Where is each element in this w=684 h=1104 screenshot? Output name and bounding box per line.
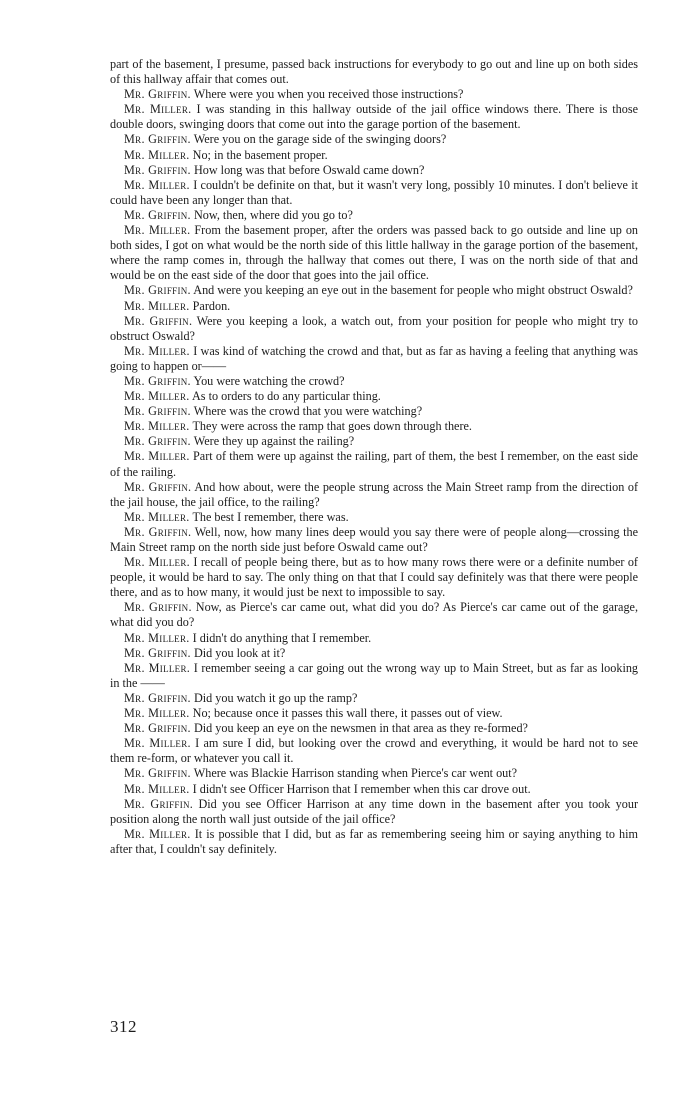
speaker-label: Mr. Griffin. xyxy=(124,721,191,736)
testimony-paragraph xyxy=(110,555,638,600)
transcript-body xyxy=(110,57,638,857)
testimony-text: I didn't see Officer Harrison that I remember when this car drove out. xyxy=(192,781,531,796)
speaker-label: Mr. Griffin. xyxy=(124,373,191,388)
speaker-label: Mr. Miller. xyxy=(124,389,190,404)
speaker-label: Mr. Miller. xyxy=(124,781,190,796)
testimony-paragraph xyxy=(110,631,638,646)
speaker-label: Mr. Griffin. xyxy=(124,162,191,177)
testimony-text: I was kind of watching the crowd and that, but as far as having a feeling that anything was going to happen or—— xyxy=(110,343,639,373)
testimony-text: No; because once it passes this wall there, it passes out of view. xyxy=(192,706,503,721)
testimony-text: Did you look at it? xyxy=(193,645,286,660)
testimony-paragraph xyxy=(110,404,638,419)
page-number: 312 xyxy=(110,1017,137,1036)
testimony-paragraph xyxy=(110,827,638,857)
speaker-label: Mr. Griffin. xyxy=(124,132,191,147)
speaker-label: Mr. Miller. xyxy=(124,826,191,841)
speaker-label: Mr. Miller. xyxy=(124,630,190,645)
speaker-label: Mr. Griffin. xyxy=(124,600,192,615)
testimony-text: Did you watch it go up the ramp? xyxy=(193,690,358,705)
testimony-paragraph xyxy=(110,163,638,178)
testimony-text: It is possible that I did, but as far as remembering seeing him or saying anything to him after that, I couldn't say definitely. xyxy=(110,826,639,856)
speaker-label: Mr. Miller. xyxy=(124,147,190,162)
speaker-label: Mr. Griffin. xyxy=(124,404,191,419)
speaker-label: Mr. Miller. xyxy=(124,706,190,721)
speaker-label: Mr. Griffin. xyxy=(124,524,192,539)
testimony-text: And were you keeping an eye out in the basement for people who might obstruct Oswald? xyxy=(193,283,633,298)
testimony-paragraph xyxy=(110,721,638,736)
testimony-text: Now, as Pierce's car came out, what did you do? As Pierce's car came out of the garage, what did you do? xyxy=(110,600,639,630)
speaker-label: Mr. Miller. xyxy=(124,449,190,464)
speaker-label: Mr. Griffin. xyxy=(124,434,191,449)
testimony-paragraph xyxy=(110,766,638,781)
testimony-paragraph xyxy=(110,661,638,691)
testimony-text: I couldn't be definite on that, but it wasn't very long, possibly 10 minutes. I don't believe it could have been any longer than that. xyxy=(110,177,639,207)
speaker-label: Mr. Griffin. xyxy=(124,313,193,328)
testimony-paragraph xyxy=(110,208,638,223)
testimony-paragraph xyxy=(110,389,638,404)
testimony-text: I was standing in this hallway outside of the jail office windows there. There is those double doors, swinging doors that come out into the garage portion of the basement. xyxy=(110,102,639,132)
testimony-text: Did you see Officer Harrison at any time down in the basement after you took your position along the north wall just outside of the jail office? xyxy=(110,796,638,826)
testimony-text: Were you on the garage side of the swinging doors? xyxy=(193,132,447,147)
testimony-text: Were they up against the railing? xyxy=(193,434,355,449)
speaker-label: Mr. Miller. xyxy=(124,343,190,358)
testimony-paragraph xyxy=(110,223,638,283)
testimony-text: Where were you when you received those instructions? xyxy=(193,87,464,102)
speaker-label: Mr. Miller. xyxy=(124,660,191,675)
testimony-text: Part of them were up against the railing, part of them, the best I remember, on the east side of the railing. xyxy=(110,449,639,479)
testimony-text: You were watching the crowd? xyxy=(193,373,345,388)
testimony-text: Were you keeping a look, a watch out, from your position for people who might try to obstruct Oswald? xyxy=(110,313,639,343)
testimony-paragraph xyxy=(110,691,638,706)
testimony-paragraph xyxy=(110,646,638,661)
testimony-text: I didn't do anything that I remember. xyxy=(192,630,372,645)
testimony-paragraph xyxy=(110,148,638,163)
testimony-text: Where was Blackie Harrison standing when Pierce's car went out? xyxy=(193,766,518,781)
testimony-text: They were across the ramp that goes down through there. xyxy=(192,419,472,434)
testimony-text: Now, then, where did you go to? xyxy=(193,207,353,222)
testimony-paragraph xyxy=(110,525,638,555)
testimony-text: I remember seeing a car going out the wrong way up to Main Street, but as far as looking in the —— xyxy=(110,660,639,690)
testimony-paragraph xyxy=(110,344,638,374)
speaker-label: Mr. Griffin. xyxy=(124,690,191,705)
speaker-label: Mr. Miller. xyxy=(124,509,190,524)
testimony-paragraph xyxy=(110,419,638,434)
testimony-text: Where was the crowd that you were watching? xyxy=(193,404,423,419)
testimony-text: Did you keep an eye on the newsmen in that area as they re-formed? xyxy=(193,721,528,736)
testimony-paragraph xyxy=(110,797,638,827)
speaker-label: Mr. Griffin. xyxy=(124,796,194,811)
continuation-paragraph: part of the basement, I presume, passed back instructions for everybody to go out and line up on both sides of this hallway affair that comes out. xyxy=(110,57,638,87)
testimony-paragraph xyxy=(110,600,638,630)
testimony-text: I recall of people being there, but as to how many rows there were or a definite number of people, it would be hard to say. The only thing on that that I could say definitely was that there were people there, and as to how many, it would just be next to impossible to say. xyxy=(110,555,638,600)
speaker-label: Mr. Griffin. xyxy=(124,766,191,781)
testimony-paragraph xyxy=(110,480,638,510)
testimony-text: Well, now, how many lines deep would you say there were of people along—crossing the Main Street ramp on the north side just before Oswald came out? xyxy=(110,524,639,554)
testimony-text: Pardon. xyxy=(192,298,231,313)
testimony-paragraph xyxy=(110,87,638,102)
speaker-label: Mr. Miller. xyxy=(124,736,191,751)
testimony-paragraph xyxy=(110,283,638,298)
speaker-label: Mr. Miller. xyxy=(124,555,190,570)
speaker-label: Mr. Griffin. xyxy=(124,283,191,298)
testimony-paragraph xyxy=(110,736,638,766)
testimony-paragraph xyxy=(110,706,638,721)
speaker-label: Mr. Griffin. xyxy=(124,479,192,494)
testimony-paragraph xyxy=(110,132,638,147)
speaker-label: Mr. Miller. xyxy=(124,419,190,434)
testimony-text: No; in the basement proper. xyxy=(192,147,328,162)
testimony-paragraph xyxy=(110,434,638,449)
testimony-text: As to orders to do any particular thing. xyxy=(191,389,381,404)
testimony-paragraph xyxy=(110,782,638,797)
testimony-paragraph xyxy=(110,314,638,344)
testimony-text: The best I remember, there was. xyxy=(192,509,349,524)
speaker-label: Mr. Griffin. xyxy=(124,87,191,102)
testimony-paragraph xyxy=(110,510,638,525)
speaker-label: Mr. Miller. xyxy=(124,177,190,192)
testimony-text: From the basement proper, after the orders was passed back to go outside and line up on both sides, I got on what would be the north side of this little hallway in the garage portion of the basement, where the ramp comes in, through the hallway that comes out there, I was on the north side of that and would be on the east side of the door that goes into the jail office. xyxy=(110,223,639,283)
testimony-paragraph xyxy=(110,178,638,208)
testimony-paragraph xyxy=(110,449,638,479)
speaker-label: Mr. Griffin. xyxy=(124,207,191,222)
testimony-paragraph xyxy=(110,299,638,314)
speaker-label: Mr. Griffin. xyxy=(124,645,191,660)
testimony-text: And how about, were the people strung across the Main Street ramp from the direction of the jail house, the jail office, to the railing? xyxy=(110,479,639,509)
testimony-paragraph xyxy=(110,374,638,389)
testimony-text: I am sure I did, but looking over the crowd and everything, it would be hard not to see them re-form, or whatever you call it. xyxy=(110,736,638,766)
speaker-label: Mr. Miller. xyxy=(124,223,191,238)
speaker-label: Mr. Miller. xyxy=(124,298,190,313)
speaker-label: Mr. Miller. xyxy=(124,102,192,117)
testimony-text: How long was that before Oswald came down? xyxy=(193,162,425,177)
testimony-paragraph xyxy=(110,102,638,132)
